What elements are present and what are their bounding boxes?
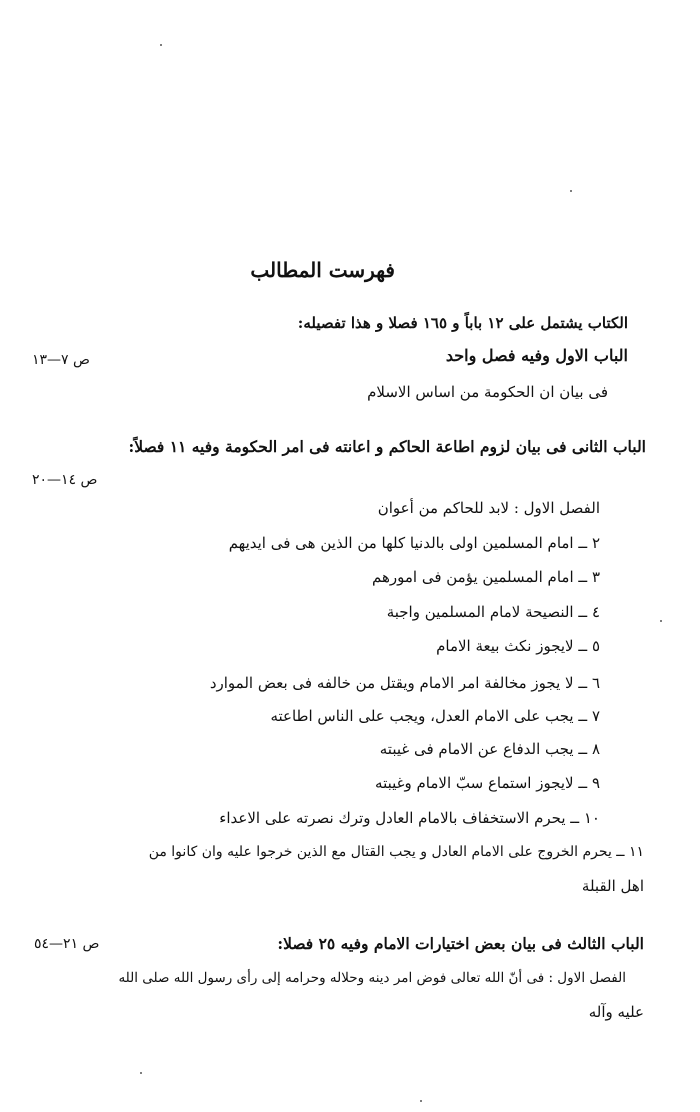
chapter2-item: ٦ ــ لا يجوز مخالفة امر الامام ويقتل من خالفه فى بعض الموارد (209, 674, 600, 692)
chapter3-item1-line2: عليه وآله (588, 1003, 644, 1021)
scan-speck (570, 190, 572, 192)
chapter2-pages: ص ١٤—٢٠ (32, 472, 98, 488)
chapter1-pages: ص ٧—١٣ (32, 352, 90, 368)
scan-speck (140, 1072, 142, 1074)
scan-speck (420, 1100, 422, 1102)
chapter1-subtitle: فى بيان ان الحكومة من اساس الاسلام (367, 383, 608, 401)
chapter1-heading: الباب الاول وفيه فصل واحد (445, 346, 628, 365)
chapter2-item: ٨ ــ يجب الدفاع عن الامام فى غيبته (379, 740, 600, 758)
chapter2-heading: الباب الثانى فى بيان لزوم اطاعة الحاكم و اعانته فى امر الحكومة وفيه ١١ فصلاً: (128, 437, 646, 456)
page-title: فهرست المطالب (250, 258, 395, 282)
chapter2-item: ٣ ــ امام المسلمين يؤمن فى امورهم (371, 568, 600, 586)
chapter2-item: ١٠ ــ يحرم الاستخفاف بالامام العادل وترك نصرته على الاعداء (219, 809, 600, 827)
chapter3-item1-line1: الفصل الاول : فى أنّ الله تعالى فوض امر دينه وحلاله وحرامه إلى رأى رسول الله صلى الله (118, 970, 626, 986)
chapter3-pages: ص ٢١—٥٤ (34, 936, 100, 952)
chapter2-item: ١١ ــ يحرم الخروج على الامام العادل و يجب القتال مع الذين خرجوا عليه وان كانوا من (148, 844, 644, 860)
chapter2-item: ٧ ــ يجب على الامام العدل، ويجب على الناس اطاعته (270, 707, 600, 725)
scan-speck (660, 620, 662, 622)
chapter2-item: ٥ ــ لايجوز نكث بيعة الامام (436, 637, 600, 655)
chapter2-item: ٤ ــ النصيحة لامام المسلمين واجبة (386, 603, 600, 621)
chapter3-heading: الباب الثالث فى بيان بعض اختيارات الامام وفيه ٢٥ فصلا: (277, 934, 644, 953)
chapter2-item: ٩ ــ لايجوز استماع سبّ الامام وغيبته (375, 774, 600, 792)
chapter2-item: ٢ ــ امام المسلمين اولى بالدنيا كلها من الذين هى فى ايديهم (228, 534, 600, 552)
chapter2-item: الفصل الاول : لابد للحاكم من أعوان (377, 499, 600, 517)
intro-line: الكتاب يشتمل على ١٢ باباً و ١٦٥ فصلا و هذا تفصيله: (297, 314, 628, 332)
chapter2-item-continuation: اهل القبلة (581, 877, 644, 895)
scan-speck (160, 44, 162, 46)
